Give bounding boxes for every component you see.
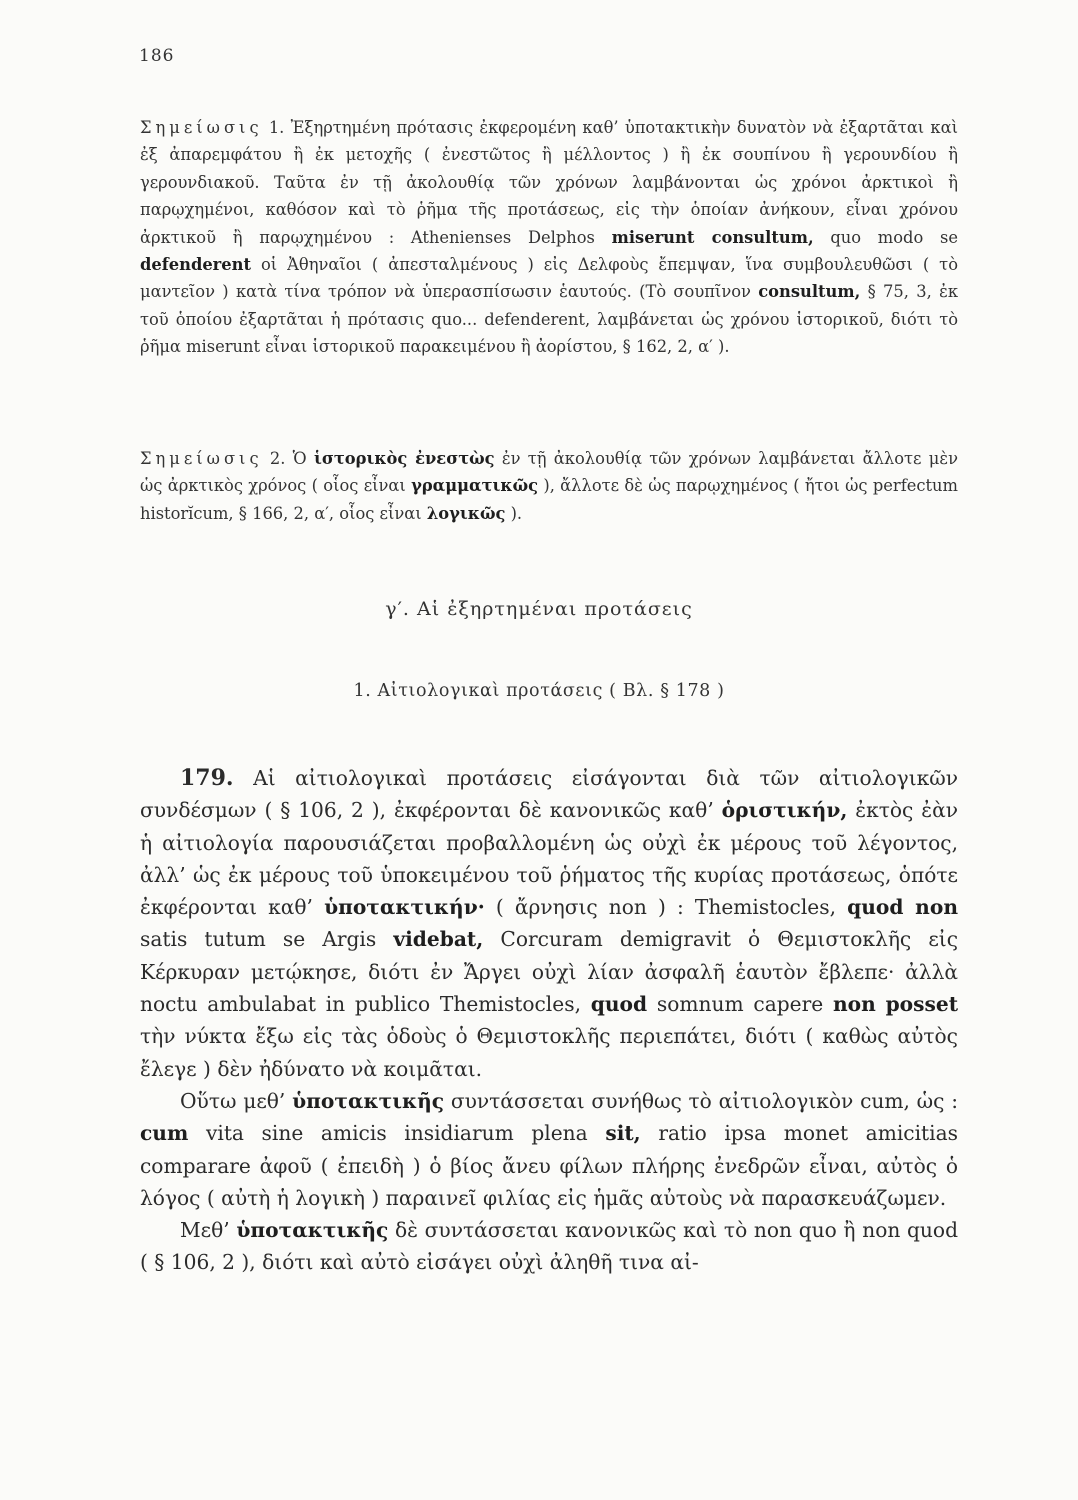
- note-2-bold: ἱστορικὸς ἐνεστὼς: [313, 449, 495, 468]
- note-2-label: Σημείωσις: [140, 449, 263, 468]
- paragraph-bold: ὑποτακτικήν·: [324, 895, 485, 920]
- note-1-text: Ἐξηρτημένη πρότασις ἐκφερομένη καθ’ ὑποτακτικὴν δυνατὸν νὰ ἐξαρτᾶται καὶ ἐξ ἀπαρεμφάτου ἢ ἐκ μετοχῆς ( ἐνεστῶτος ἢ μέλλοντος ) ἢ ἐκ σουπίνου ἢ γερουνδίου ἢ γερουνδιακοῦ. Ταῦτα ἐν τῇ ἀκολουθίᾳ τῶν χρόνων λαμβάνονται ὡς χρόνοι ἀρκτικοὶ ἢ παρῳχημένοι, καθόσον καὶ τὸ ῥῆμα τῆς προτάσεως, εἰς τὴν ὁποίαν ἀνήκουν, εἶναι χρόνου ἀρκτικοῦ ἢ παρῳχημένου : Athenienses Delphos: [140, 118, 958, 247]
- paragraph-text: Οὕτω μεθ’: [180, 1088, 286, 1113]
- note-2-text: ).: [510, 503, 523, 523]
- paragraph-text: συντάσσεται συνήθως τὸ αἰτιολογικὸν cum, ὡς :: [450, 1088, 958, 1113]
- note-1-bold: defenderent: [140, 255, 251, 275]
- paragraph-bold: ὑποτακτικῆς: [292, 1088, 445, 1113]
- paragraph-bold: ὁριστικήν,: [721, 798, 848, 823]
- paragraph-text: Corcuram demigravit ὁ Θεμιστοκλῆς εἰς Κέρκυραν μετῴκησε, διότι ἐν Ἄργει οὐχὶ λίαν ἀσφαλῆ ἑαυτὸν ἔβλεπε· ἀλλὰ noctu ambulabat in publico Themistocles,: [140, 927, 959, 1017]
- paragraph-text: somnum capere: [656, 992, 824, 1017]
- paragraph-text: τὴν νύκτα ἔξω εἰς τὰς ὁδοὺς ὁ Θεμιστοκλῆς περιεπάτει, διότι ( καθὼς αὐτὸς ἔλεγε ) δὲν ἠδύνατο νὰ κοιμᾶται.: [140, 1024, 958, 1081]
- paragraph-text: δὲ συντάσσεται κανονικῶς καὶ τὸ non quo ἢ non quod ( § 106, 2 ), διότι καὶ αὐτὸ εἰσάγει οὐχὶ ἀληθῆ τινα αἰ-: [140, 1218, 959, 1275]
- paragraph-179: [140, 762, 958, 1085]
- paragraph-text: ( ἄρνησις non ) : Themistocles,: [495, 895, 837, 920]
- paragraph-number: 179.: [180, 765, 234, 791]
- paragraph-bold: sit,: [605, 1121, 641, 1146]
- paragraph-bold: ὑποτακτικῆς: [236, 1218, 389, 1243]
- page-number: 186: [139, 46, 175, 66]
- note-1-text: οἱ Ἀθηναῖοι ( ἀπεσταλμένους ) εἰς Δελφοὺς ἔπεμψαν, ἵνα συμβουλευθῶσι ( τὸ μαντεῖον ) κατὰ τίνα τρόπον νὰ ὑπερασπίσωσιν ἑαυτούς. (Τὸ σουπῖνον: [140, 255, 958, 302]
- note-2: [140, 445, 958, 527]
- main-text: [140, 762, 958, 1279]
- paragraph-bold: non: [832, 992, 876, 1017]
- paragraph-text: ratio ipsa monet amicitias comparare ἀφοῦ ( ἐπειδὴ ) ὁ βίος ἄνευ φίλων πλήρης ἐνεδρῶν εἶναι, αὐτὸς ὁ λόγος ( αὐτὴ ἡ λογικὴ ) παραινεῖ φιλίας εἰς ἡμᾶς αὐτοὺς νὰ παρασκευάζωμεν.: [140, 1121, 959, 1210]
- paragraph-text: satis tutum se Argis: [140, 927, 377, 952]
- paragraph-text: Αἱ αἰτιολογικαὶ προτάσεις εἰσάγονται διὰ τῶν αἰτιολογικῶν συνδέσμων ( § 106, 2 ), ἐκφέρονται δὲ κανονικῶς καθ’: [140, 766, 958, 823]
- note-2-text: ), ἄλλοτε δὲ ὡς παρῳχημένος ( ἤτοι ὡς perfectum historĭcum, § 166, 2, α′, οἷος εἶναι: [140, 476, 958, 523]
- subsection-heading: 1. Αἰτιολογικαὶ προτάσεις ( Βλ. § 178 ): [353, 681, 725, 701]
- note-1-text: quo modo se: [830, 227, 958, 247]
- paragraph-bold: videbat,: [393, 927, 484, 952]
- note-2-bold: λογικῶς: [426, 503, 506, 523]
- note-1: [140, 114, 958, 361]
- note-1-label: Σημείωσις: [140, 118, 263, 137]
- paragraph-bold: quod: [590, 992, 648, 1017]
- section-heading: γ′. Αἱ ἐξηρτημέναι προτάσεις: [385, 598, 693, 620]
- note-1-text: § 75, 3, ἐκ τοῦ ὁποίου ἐξαρτᾶται ἡ πρότασις quo... defenderent, λαμβάνεται ὡς χρόνου ἱστορικοῦ, διότι τὸ ῥῆμα miserunt εἶναι ἱστορικοῦ παρακειμένου ἢ ἀορίστου, § 162, 2, α′ ).: [140, 282, 958, 357]
- paragraph-bold: quod non: [847, 895, 959, 920]
- paragraph-text: vita sine amicis insidiarum plena: [205, 1121, 588, 1146]
- note-1-bold: miserunt consultum,: [611, 227, 814, 247]
- paragraph-bold: cum: [140, 1121, 189, 1146]
- paragraph-text: ἐκτὸς ἐὰν ἡ αἰτιολογία παρουσιάζεται προβαλλομένη ὡς οὐχὶ ἐκ μέρους τοῦ λέγοντος, ἀλλ’ ὡς ἐκ μέρους τοῦ ὑποκειμένου τοῦ ῥήματος τῆς κυρίας προτάσεως, ὁπότε ἐκφέρονται καθ’: [140, 798, 958, 920]
- paragraph-bold: posset: [885, 992, 959, 1017]
- note-2-bold: γραμματικῶς: [411, 476, 539, 496]
- paragraph-non-quo: [140, 1214, 958, 1279]
- note-1-number: 1.: [268, 118, 285, 137]
- note-2-number: 2.: [269, 449, 286, 468]
- paragraph-cum: [140, 1085, 958, 1214]
- note-2-text: ἐν τῇ ἀκολουθίᾳ τῶν χρόνων λαμβάνεται ἄλλοτε μὲν ὡς ἀρκτικὸς χρόνος ( οἷος εἶναι: [140, 449, 958, 496]
- note-2-text: Ὁ: [292, 449, 307, 468]
- paragraph-text: Μεθ’: [180, 1218, 230, 1243]
- note-1-bold: consultum,: [758, 282, 861, 302]
